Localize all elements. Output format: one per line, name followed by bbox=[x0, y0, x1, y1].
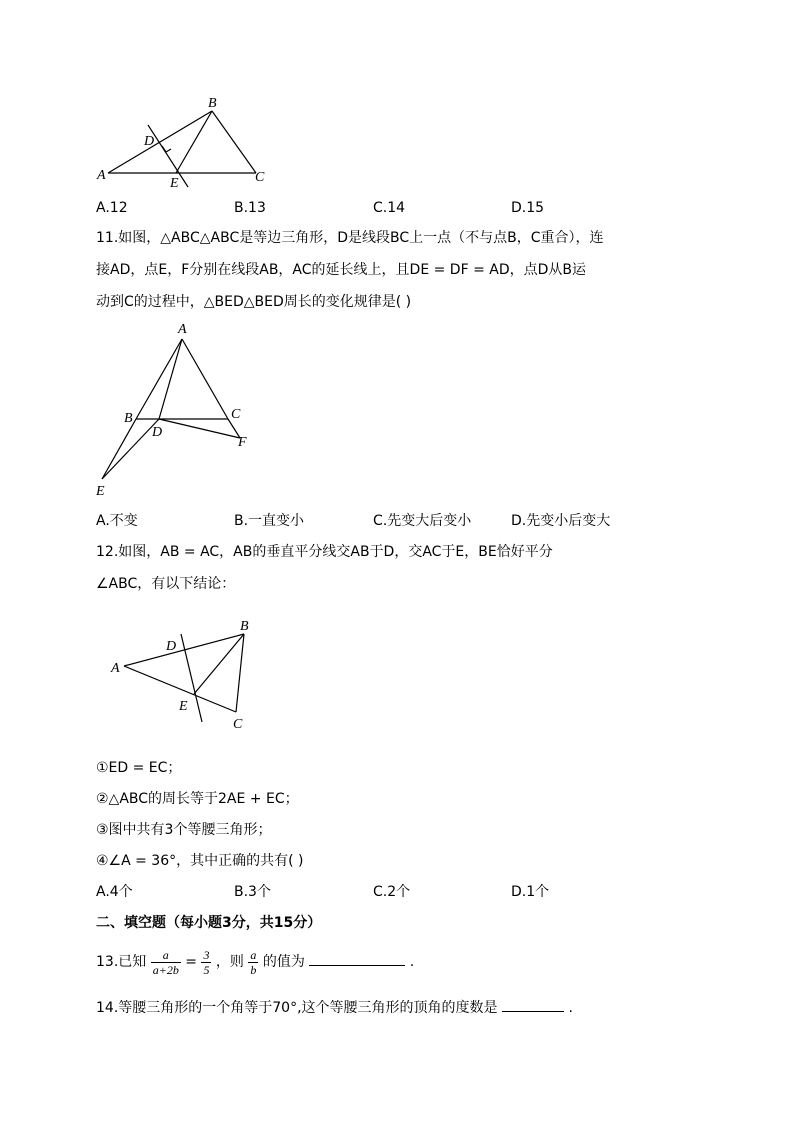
q11-label-e: E bbox=[96, 484, 105, 499]
q10-label-d: D bbox=[144, 134, 155, 149]
q10-option-a: A.12 bbox=[96, 200, 128, 216]
q11-option-d: D.先变小后变大 bbox=[511, 513, 611, 529]
q13-answer-blank[interactable] bbox=[309, 951, 405, 966]
q14-line bbox=[96, 997, 573, 1018]
q13-fraction-1-num: a bbox=[151, 948, 181, 963]
q13-fraction-1 bbox=[151, 948, 181, 977]
q13-fraction-3 bbox=[248, 948, 258, 977]
q14-text: 14.等腰三角形的一个角等于70°,这个等腰三角形的顶角的度数是 bbox=[96, 1000, 498, 1016]
q10-option-d: D.15 bbox=[511, 200, 545, 216]
q12-conclusion-1: ①ED = EC； bbox=[96, 760, 182, 776]
q12-figure bbox=[106, 616, 266, 736]
q13-end: . bbox=[409, 954, 415, 970]
q12-label-b: B bbox=[240, 619, 249, 634]
q13-prefix: 13.已知 bbox=[96, 954, 147, 970]
q13-equals: = bbox=[185, 954, 198, 970]
q11-label-c: C bbox=[231, 407, 241, 422]
q13-fraction-2-num: 3 bbox=[203, 947, 210, 962]
q13-fraction-3-num: a bbox=[250, 947, 257, 962]
q11-option-b: B.一直变小 bbox=[234, 513, 305, 529]
q11-line-3: 动到C的过程中，△BED△BED周长的变化规律是( ) bbox=[96, 294, 412, 310]
q14-answer-blank[interactable] bbox=[502, 997, 564, 1012]
q13-fraction-2-den: 5 bbox=[203, 962, 210, 977]
q12-line-2: ∠ABC，有以下结论： bbox=[96, 576, 236, 592]
q13-fraction-3-den: b bbox=[250, 962, 257, 977]
q11-line-2: 接AD，点E，F分别在线段AB，AC的延长线上，且DE = DF = AD，点D从B运 bbox=[96, 262, 587, 278]
q11-label-d: D bbox=[152, 425, 163, 440]
q12-conclusion-4: ④∠A = 36°，其中正确的共有( ) bbox=[96, 853, 304, 869]
q12-option-d: D.1个 bbox=[511, 884, 550, 900]
q13-fraction-2 bbox=[201, 948, 211, 977]
q13-fraction-1-den: a+2b bbox=[152, 962, 179, 977]
q12-line-1: 12.如图，AB = AC，AB的垂直平分线交AB于D，交AC于E，BE恰好平分 bbox=[96, 544, 553, 560]
q11-figure bbox=[92, 318, 262, 503]
q14-end: . bbox=[568, 1000, 573, 1016]
q10-option-b: B.13 bbox=[234, 200, 266, 216]
q12-option-a: A.4个 bbox=[96, 884, 133, 900]
q12-option-b: B.3个 bbox=[234, 884, 271, 900]
q10-figure bbox=[96, 95, 276, 195]
q13-mid: ，则 bbox=[215, 954, 244, 970]
q12-label-c: C bbox=[233, 717, 243, 732]
q11-line-1: 11.如图，△ABC△ABC是等边三角形，D是线段BC上一点（不与点B，C重合），连 bbox=[96, 230, 604, 246]
section-title: 二、填空题（每小题3分，共15分） bbox=[96, 915, 322, 931]
q12-option-c: C.2个 bbox=[373, 884, 411, 900]
q12-label-d: D bbox=[166, 639, 177, 654]
q10-label-e: E bbox=[170, 176, 179, 191]
q13-line bbox=[96, 944, 414, 980]
q12-conclusion-3: ③图中共有3个等腰三角形； bbox=[96, 822, 272, 838]
q10-label-a: A bbox=[97, 168, 106, 183]
q12-conclusion-2: ②△ABC的周长等于2AE + EC； bbox=[96, 791, 299, 807]
q11-label-b: B bbox=[124, 411, 133, 426]
q10-option-c: C.14 bbox=[373, 200, 406, 216]
q11-option-c: C.先变大后变小 bbox=[373, 513, 472, 529]
q10-label-c: C bbox=[255, 170, 265, 185]
q12-label-e: E bbox=[179, 699, 188, 714]
q12-label-a: A bbox=[111, 661, 120, 676]
q10-label-b: B bbox=[208, 96, 217, 111]
q11-label-a: A bbox=[178, 322, 187, 337]
q11-label-f: F bbox=[238, 435, 247, 450]
q13-suffix: 的值为 bbox=[262, 954, 305, 970]
q11-option-a: A.不变 bbox=[96, 513, 138, 529]
